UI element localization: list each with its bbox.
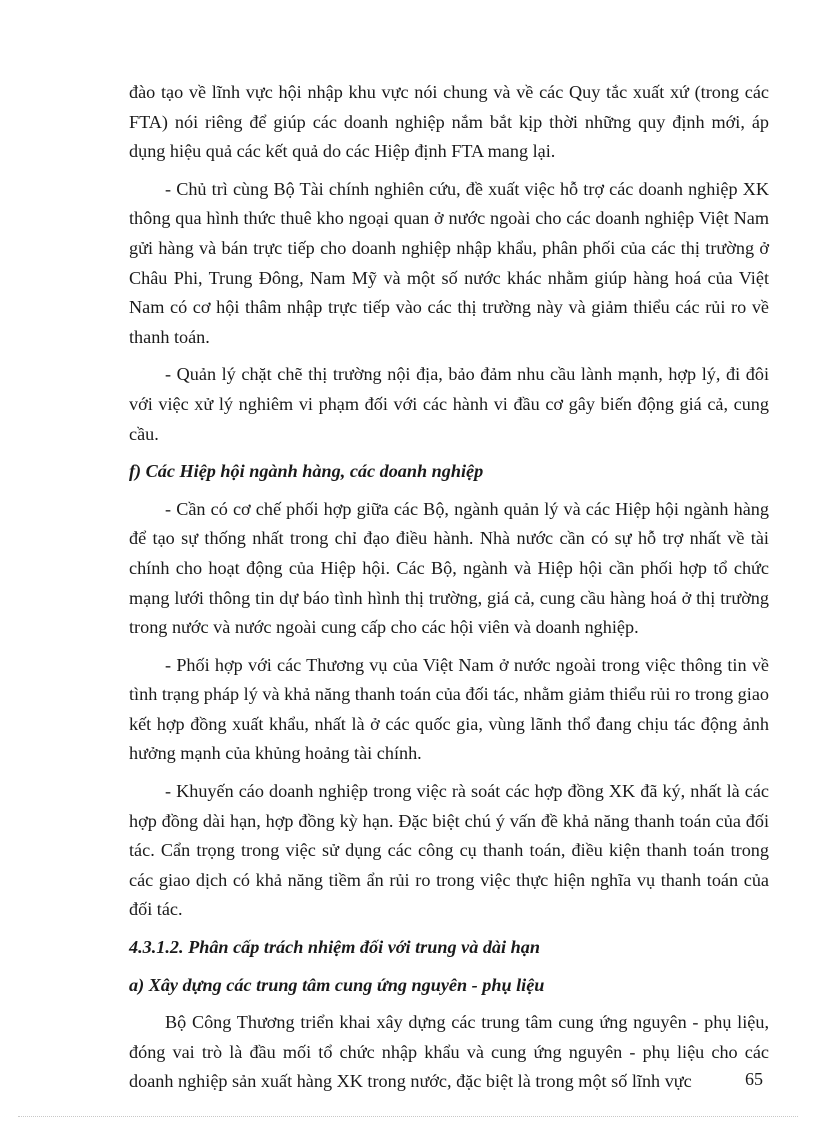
paragraph-coordination-mechanism: - Cần có cơ chế phối hợp giữa các Bộ, ngành quản lý và các Hiệp hội ngành hàng để tạo sự thống nhất trong chỉ đạo điều hành. Nhà nước cần có sự hỗ trợ nhất về tài chính cho hoạt động của Hiệp hội. Các Bộ, ngành và Hiệp hội cần phối hợp tổ chức mạng lưới thông tin dự báo tình hình thị trường, giá cả, cung cầu hàng hoá ở thị trường trong nước và nước ngoài cung cấp cho các hội viên và doanh nghiệp. [129,498,769,638]
paragraph-contract-review: - Khuyến cáo doanh nghiệp trong việc rà soát các hợp đồng XK đã ký, nhất là các hợp đồng dài hạn, hợp đồng kỳ hạn. Đặc biệt chú ý vấn đề khả năng thanh toán của đối tác. Cẩn trọng trong việc sử dụng các công cụ thanh toán, điều kiện thanh toán trong các giao dịch có khả năng tiềm ẩn rủi ro trong việc thực hiện nghĩa vụ thanh toán của đối tác. [129,781,769,920]
paragraph-bonded-warehouse: - Chủ trì cùng Bộ Tài chính nghiên cứu, đề xuất việc hỗ trợ các doanh nghiệp XK thông qua hình thức thuê kho ngoại quan ở nước ngoài cho các doanh nghiệp Việt Nam gửi hàng và bán trực tiếp cho doanh nghiệp nhập khẩu, phân phối của các thị trường ở Châu Phi, Trung Đông, Nam Mỹ và một số nước khác nhằm giúp hàng hoá của Việt Nam có cơ hội thâm nhập trực tiếp vào các thị trường này và giảm thiểu các rủi ro về thanh toán. [129,178,769,347]
paragraph-training-continuation: đào tạo về lĩnh vực hội nhập khu vực nói chung và về các Quy tắc xuất xứ (trong các FTA) nói riêng để giúp các doanh nghiệp nắm bắt kịp thời những quy định mới, áp dụng hiệu quả các kết quả do các Hiệp định FTA mang lại. [129,82,769,162]
document-body [129,78,769,1105]
page-number: 65 [745,1069,763,1089]
section-heading-supply-centers: a) Xây dựng các trung tâm cung ứng nguyên - phụ liệu [129,974,545,995]
paragraph-supply-centers: Bộ Công Thương triển khai xây dựng các trung tâm cung ứng nguyên - phụ liệu, đóng vai trò là đầu mối tổ chức nhập khẩu và cung ứng nguyên - phụ liệu cho các doanh nghiệp sản xuất hàng XK trong nước, đặc biệt là trong một số lĩnh vực [129,1012,769,1092]
paragraph-trade-offices: - Phối hợp với các Thương vụ của Việt Nam ở nước ngoài trong việc thông tin về tình trạng pháp lý và khả năng thanh toán của đối tác, nhằm giảm thiểu rủi ro trong giao kết hợp đồng xuất khẩu, nhất là ở các quốc gia, vùng lãnh thổ đang chịu tác động ảnh hưởng mạnh của khủng hoảng tài chính. [129,654,769,764]
paragraph-domestic-market: - Quản lý chặt chẽ thị trường nội địa, bảo đảm nhu cầu lành mạnh, hợp lý, đi đôi với việc xử lý nghiêm vi phạm đối với các hành vi đầu cơ gây biến động giá cả, cung cầu. [129,364,769,444]
page-bottom-divider [18,1116,798,1117]
section-heading-responsibility: 4.3.1.2. Phân cấp trách nhiệm đối với trung và dài hạn [129,937,540,958]
section-heading-associations: f) Các Hiệp hội ngành hàng, các doanh nghiệp [129,461,484,482]
